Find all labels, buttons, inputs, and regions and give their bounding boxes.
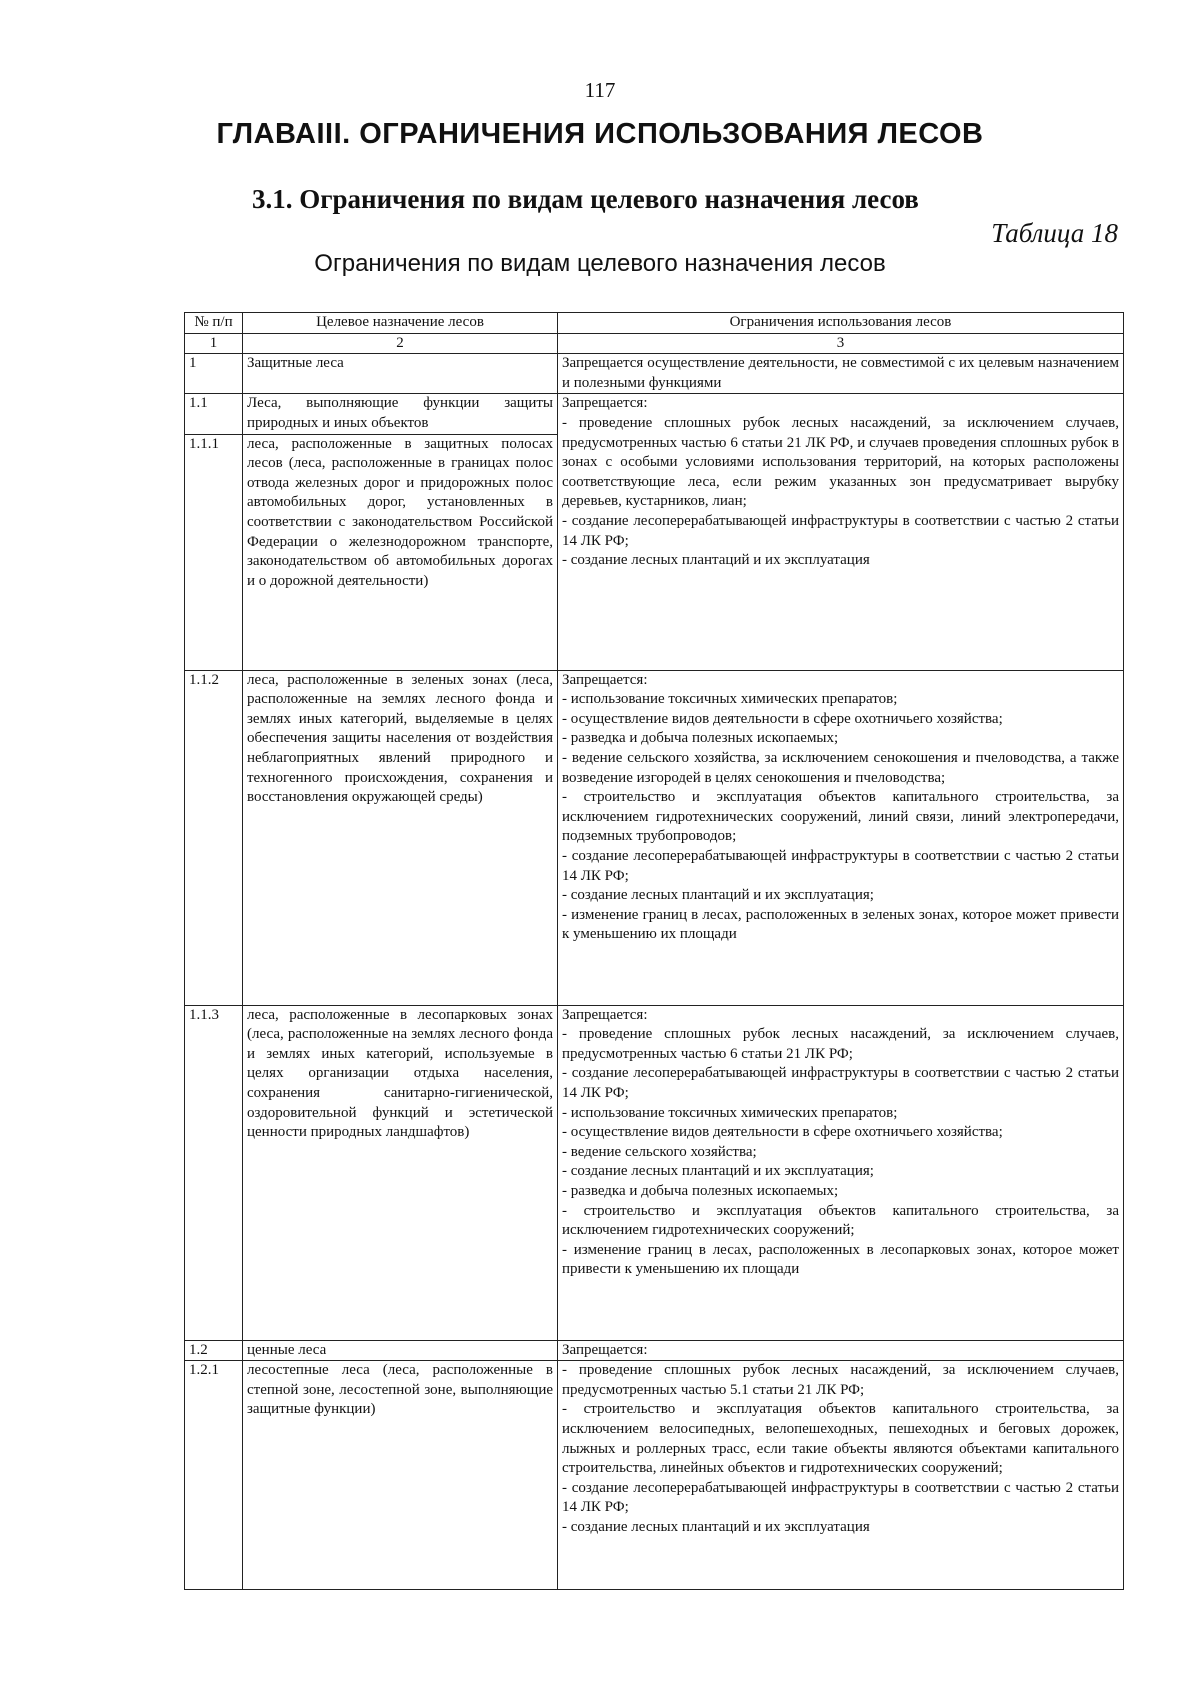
restriction-line: - создание лесных плантаций и их эксплуатация — [562, 1518, 870, 1535]
header-purpose: Целевое назначение лесов — [243, 313, 558, 334]
row-purpose: леса, расположенные в зеленых зонах (леса, расположенные на землях лесного фонда и землях иных категорий, выделяемые в целях обеспечения защиты населения от воздействия неблагоприятных явлений природного и техногенного происхождения, сохранения и восстановления окружающей среды) — [243, 670, 558, 1005]
row-number: 1.1.2 — [185, 670, 243, 1005]
restriction-line: Запрещается: — [562, 1006, 648, 1023]
row-purpose: Защитные леса — [243, 354, 558, 394]
column-index: 2 — [243, 333, 558, 354]
table-label: Таблица 18 — [991, 218, 1118, 248]
restriction-line: - разведка и добыча полезных ископаемых; — [562, 730, 839, 747]
restriction-line: - строительство и эксплуатация объектов капитального строительства, за исключением гидротехнических сооружений, линий связи, линий электропередачи, подземных трубопроводов; — [562, 789, 1119, 845]
table-row — [185, 394, 1124, 434]
column-index-row — [185, 333, 1124, 354]
restriction-line: - разведка и добыча полезных ископаемых; — [562, 1182, 839, 1199]
table-row — [185, 1340, 1124, 1361]
table-row — [185, 1005, 1124, 1340]
restriction-line: - создание лесных плантаций и их эксплуатация — [562, 552, 870, 569]
restriction-line: - ведение сельского хозяйства; — [562, 1143, 757, 1160]
restriction-line: - проведение сплошных рубок лесных насаждений, за исключением случаев, предусмотренных частью 5.1 статьи 21 ЛК РФ; — [562, 1362, 1119, 1398]
restriction-line: - создание лесоперерабатывающей инфраструктуры в соответствии с частью 2 статьи 14 ЛК РФ; — [562, 512, 1119, 549]
restriction-line: - строительство и эксплуатация объектов капитального строительства, за исключением велосипедных, велопешеходных, пешеходных и беговых дорожек, лыжных и роллерных трасс, если такие объекты являются объектами капитального строительства, линейных объектов и гидротехнических сооружений; — [562, 1401, 1119, 1477]
restriction-line: - создание лесоперерабатывающей инфраструктуры в соответствии с частью 2 статьи 14 ЛК РФ; — [562, 1065, 1119, 1101]
row-purpose: лесостепные леса (леса, расположенные в степной зоне, лесостепной зоне, выполняющие защитные функции) — [243, 1361, 558, 1590]
restriction-line: Запрещается: — [562, 395, 648, 412]
row-number: 1.1.3 — [185, 1005, 243, 1340]
restriction-line: - осуществление видов деятельности в сфере охотничьего хозяйства; — [562, 1124, 1003, 1141]
restriction-line: - проведение сплошных рубок лесных насаждений, за исключением случаев, предусмотренных частью 6 статьи 21 ЛК РФ; — [562, 1026, 1119, 1062]
column-index: 3 — [558, 333, 1124, 354]
restriction-line: - создание лесных плантаций и их эксплуатация; — [562, 1163, 874, 1180]
row-restrictions — [558, 354, 1124, 394]
restriction-line: - строительство и эксплуатация объектов капитального строительства, за исключением гидротехнических сооружений; — [562, 1202, 1119, 1239]
row-restrictions — [558, 670, 1124, 1005]
restrictions-table — [184, 312, 1124, 1590]
restriction-line: - создание лесоперерабатывающей инфраструктуры в соответствии с частью 2 статьи 14 ЛК РФ; — [562, 1479, 1119, 1516]
header-restrictions: Ограничения использования лесов — [558, 313, 1124, 334]
table-header-row — [185, 313, 1124, 334]
header-number: № п/п — [185, 313, 243, 334]
table-row — [185, 670, 1124, 1005]
row-purpose: леса, расположенные в защитных полосах лесов (леса, расположенные в границах полос отвода железных дорог и придорожных полос автомобильных дорог, установленных в соответствии с законодательством Российской Федерации о железнодорожном транспорте, законодательством об автомобильных дорогах и о дорожной деятельности) — [243, 434, 558, 670]
restriction-line: - ведение сельского хозяйства, за исключением сенокошения и пчеловодства, а также возведение изгородей в целях сенокошения и пчеловодства; — [562, 749, 1119, 786]
restriction-line: Запрещается осуществление деятельности, не совместимой с их целевым назначением и полезными функциями — [562, 355, 1119, 391]
page-number: 117 — [584, 78, 616, 102]
table-row — [185, 354, 1124, 394]
row-restrictions — [558, 1361, 1124, 1590]
restriction-line: - создание лесных плантаций и их эксплуатация; — [562, 887, 874, 904]
row-number: 1.1.1 — [185, 434, 243, 670]
table-caption: Ограничения по видам целевого назначения лесов — [314, 250, 886, 277]
row-number: 1.2 — [185, 1340, 243, 1361]
row-purpose: леса, расположенные в лесопарковых зонах (леса, расположенные на землях лесного фонда и землях иных категорий, используемые в целях организации отдыха населения, сохранения санитарно-гигиенической, оздоровительной функций и эстетической ценности природных ландшафтов) — [243, 1005, 558, 1340]
row-purpose: Леса, выполняющие функции защиты природных и иных объектов — [243, 394, 558, 434]
restriction-line: - использование токсичных химических препаратов; — [562, 691, 898, 708]
restriction-line: - создание лесоперерабатывающей инфраструктуры в соответствии с частью 2 статьи 14 ЛК РФ; — [562, 847, 1119, 884]
row-purpose: ценные леса — [243, 1340, 558, 1361]
restriction-line: - использование токсичных химических препаратов; — [562, 1104, 898, 1121]
chapter-title: ГЛАВАIII. ОГРАНИЧЕНИЯ ИСПОЛЬЗОВАНИЯ ЛЕСОВ — [216, 118, 984, 150]
restriction-line: - осуществление видов деятельности в сфере охотничьего хозяйства; — [562, 710, 1003, 727]
row-restrictions — [558, 394, 1124, 670]
table-row — [185, 1361, 1124, 1590]
row-number: 1.1 — [185, 394, 243, 434]
row-restrictions — [558, 1340, 1124, 1361]
section-title: 3.1. Ограничения по видам целевого назначения лесов — [252, 184, 919, 214]
restriction-line: - изменение границ в лесах, расположенных в зеленых зонах, которое может привести к уменьшению их площади — [562, 906, 1119, 943]
row-number: 1.2.1 — [185, 1361, 243, 1590]
restriction-line: - проведение сплошных рубок лесных насаждений, за исключением случаев, предусмотренных частью 6 статьи 21 ЛК РФ, и случаев проведения сплошных рубок в зонах с особыми условиями использования территорий, на которых расположены соответствующие леса, если режим указанных зон предусматривает вырубку деревьев, кустарников, лиан; — [562, 414, 1119, 510]
restriction-line: Запрещается: — [562, 1341, 648, 1358]
row-restrictions — [558, 1005, 1124, 1340]
row-number: 1 — [185, 354, 243, 394]
restriction-line: - изменение границ в лесах, расположенных в лесопарковых зонах, которое может привести к уменьшению их площади — [562, 1241, 1119, 1278]
restriction-line: Запрещается: — [562, 671, 648, 688]
column-index: 1 — [185, 333, 243, 354]
